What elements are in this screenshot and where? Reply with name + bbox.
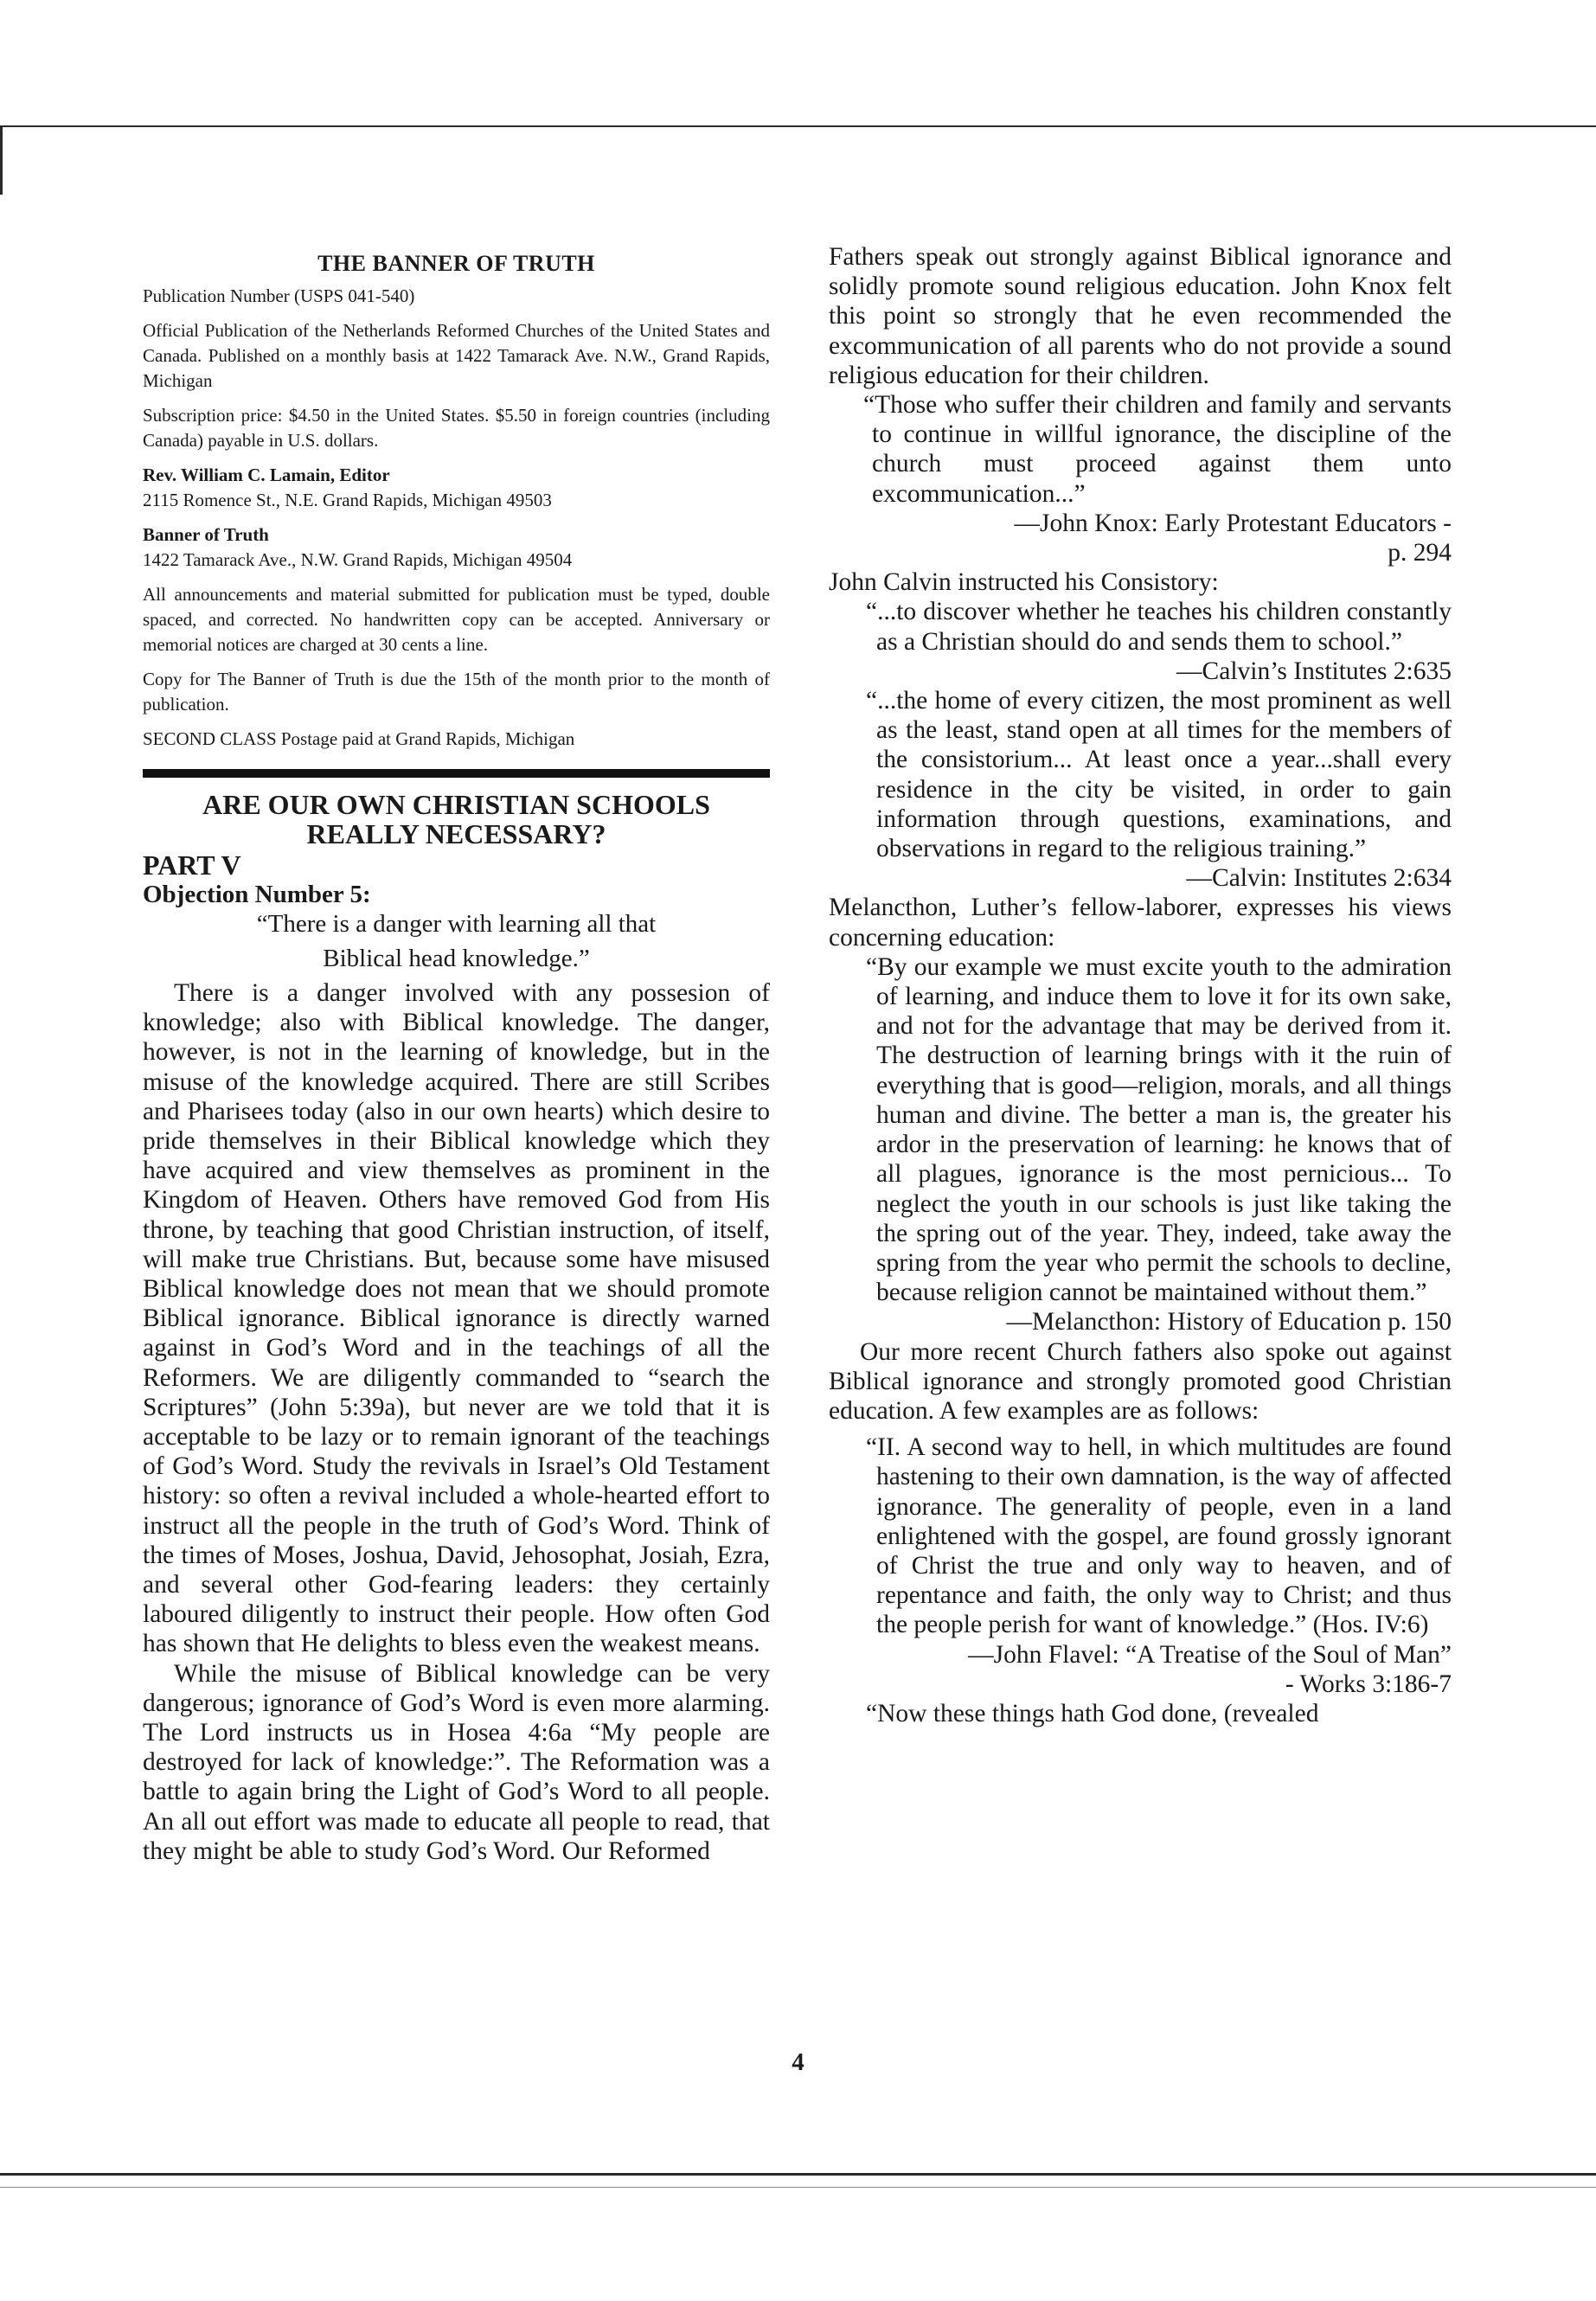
editor-address: 2115 Romence St., N.E. Grand Rapids, Michigan 49503 [143,490,552,510]
body-paragraph: Our more recent Church fathers also spoke out against Biblical ignorance and strongly promoted good Christian education. A few examples are as follows: [829,1337,1452,1425]
left-column [143,242,770,1866]
closing-quote-start: “Now these things hath God done, (revealed [866,1699,1319,1727]
objection-quote-line-2: Biblical head knowledge.” [323,945,590,972]
melancthon-quote: “By our example we must excite youth to the admiration of learning, and induce them to love it for its own sake, and not for the advantage that may be derived from it. The destruction of learning brings with it the ruin of everything that is good—religion, morals, and all things human and divine. The better a man is, the greater his ardor in the preservation of learning: he knows that of all plagues, ignorance is the most pernicious... To neglect the youth in our schools is just like taking the the spring out of the year. They, indeed, take away the spring from the year who permit the schools to decline, because religion cannot be maintained without them.” [866,952,1452,1307]
flavel-citation-works: - Works 3:186-7 [1285,1670,1452,1698]
calvin-citation-2: —Calvin: Institutes 2:634 [1186,864,1452,893]
body-paragraph: Fathers speak out strongly against Biblical ignorance and solidly promote sound religious education. John Knox felt this point so strongly that he even recommended the excommunication of all parents who do not provide a sound religious education for their children. [829,243,1452,389]
knox-citation: —John Knox: Early Protestant Educators - [1014,509,1452,537]
bottom-border-thin [0,2187,1596,2188]
page-number: 4 [792,2048,804,2076]
masthead-divider [143,769,770,778]
office-name: Banner of Truth [143,524,269,545]
top-border [0,125,1596,127]
melancthon-intro: Melancthon, Luther’s fellow-laborer, expresses his views concerning education: [829,894,1452,952]
body-paragraph: There is a danger involved with any possesion of knowledge; also with Biblical knowledge. The danger, however, is not in the learning of knowledge, but in the misuse of the knowledge acquired. There are still Scribes and Pharisees today (also in our own hearts) which desire to pride themselves in their Biblical knowledge which they have acquired and view themselves as prominent in the Kingdom of Heaven. Others have removed God from His throne, by teaching that good Christian instruction, of itself, will make true Christians. But, because some have misused Biblical knowledge does not mean that we should promote Biblical ignorance. Biblical ignorance is directly warned against in God’s Word and in the teachings of all the Reformers. We are diligently commanded to “search the Scriptures” (John 5:39a), but never are we told that it is acceptable to be lazy or to remain ignorant of the teachings of God’s Word. Study the revivals in Israel’s Old Testament history: so often a revival included a whole-hearted effort to instruct all the people in the truth of God’s Word. Think of the times of Moses, Joshua, David, Jehosophat, Josiah, Ezra, and several other God-fearing leaders: they certainly laboured diligently to instruct their people. How often God has shown that He delights to bless even the weakest means. [143,979,770,1658]
calvin-citation-1: —Calvin’s Institutes 2:635 [1176,657,1452,685]
subscription-price: Subscription price: $4.50 in the United States. $5.50 in foreign countries (including Canada) payable in U.S. dollars. [143,405,770,451]
announcements-note: All announcements and material submitted for publication must be typed, double spaced, and corrected. No handwritten copy can be accepted. Anniversary or memorial notices are charged at 30 cents a line. [143,584,770,655]
body-paragraph: While the misuse of Biblical knowledge can be very dangerous; ignorance of God’s Word is even more alarming. The Lord instructs us in Hosea 4:6a “My people are destroyed for lack of knowledge:”. The Reformation was a battle to again bring the Light of God’s Word to all people. An all out effort was made to educate all people to read, that they might be able to study God’s Word. Our Reformed [143,1659,770,1865]
calvin-quote-2: “...the home of every citizen, the most prominent as well as the least, stand open at all times for the members of the consistorium... At least once a year...shall every residence in the city be visited, in order to gain information through questions, examinations, and observations in regard to the religious training.” [866,687,1452,863]
melancthon-citation: —Melancthon: History of Education p. 150 [1006,1308,1452,1336]
masthead [143,251,770,752]
article-headline-line-2: REALLY NECESSARY? [306,818,606,849]
calvin-quote-1: “...to discover whether he teaches his children constantly as a Christian should do and sends them to school.” [866,598,1452,656]
flavel-quote: “II. A second way to hell, in which multitudes are found hastening to their own damnation, is the way of affected ignorance. The generality of people, even in a land enlightened with the gospel, are found grossly ignorant of Christ the true and only way to heaven, and of repentance and faith, the only way to Christ; and thus the people perish for want of knowledge.” (Hos. IV:6) [866,1433,1452,1639]
office-address: 1422 Tamarack Ave., N.W. Grand Rapids, Michigan 49504 [143,549,573,570]
right-body [829,242,1452,1728]
knox-quote: “Those who suffer their children and family and servants to continue in willful ignorance, the discipline of the church must proceed against them unto excommunication...” [863,391,1452,508]
right-column [829,242,1452,1728]
publication-number: Publication Number (USPS 041-540) [143,285,415,306]
editor-block [143,463,770,513]
left-body [143,978,770,1866]
editor-name: Rev. William C. Lamain, Editor [143,465,390,485]
article-headline-line-1: ARE OUR OWN CHRISTIAN SCHOOLS [202,789,710,820]
bottom-border [0,2173,1596,2176]
knox-citation-page: p. 294 [1388,539,1452,567]
office-block [143,522,770,573]
official-publication: Official Publication of the Netherlands Reformed Churches of the United States and Canada. Published on a monthly basis at 1422 Tamarack Ave. N.W., Grand Rapids, Michigan [143,320,770,391]
calvin-intro: John Calvin instructed his Consistory: [829,568,1219,597]
left-border-mark [0,125,3,195]
objection-quote-line-1: “There is a danger with learning all that [256,910,657,938]
article-part: PART V [143,849,241,881]
postage-note: SECOND CLASS Postage paid at Grand Rapids, Michigan [143,728,575,749]
deadline-note: Copy for The Banner of Truth is due the 15th of the month prior to the month of publication. [143,669,770,715]
objection-heading: Objection Number 5: [143,881,371,908]
flavel-citation: —John Flavel: “A Treatise of the Soul of Man” [968,1640,1452,1669]
masthead-title: THE BANNER OF TRUTH [317,251,595,276]
